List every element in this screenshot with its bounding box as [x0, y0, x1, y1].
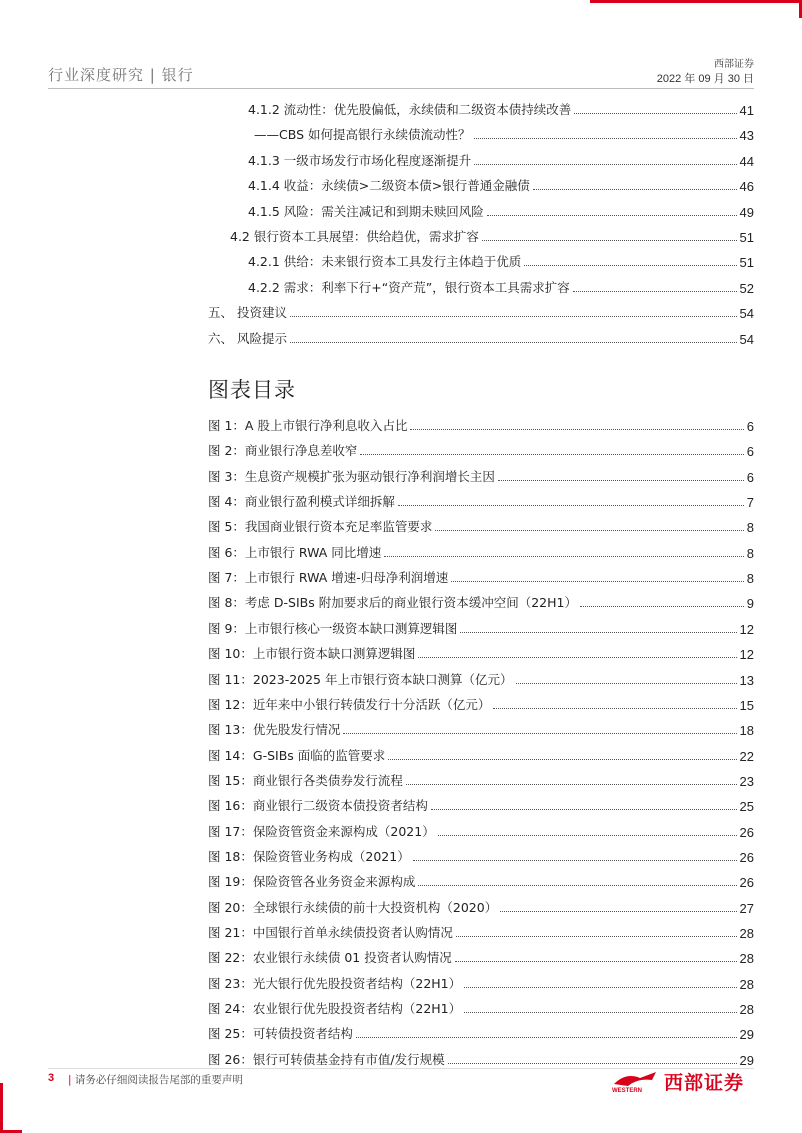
figure-entry-title: 图 13：优先股发行情况 [208, 722, 341, 738]
dot-leader [435, 530, 743, 531]
figure-entry[interactable] [208, 414, 754, 434]
figure-entry-page: 27 [739, 900, 754, 916]
figure-entry-page: 18 [739, 723, 754, 739]
figure-entry-title: 图 22：农业银行永续债 01 投资者认购情况 [208, 950, 452, 966]
figure-entry-title: 图 19：保险资管各业务资金来源构成 [208, 874, 416, 890]
figure-entry-page: 8 [746, 545, 754, 561]
figure-entry-title: 图 11：2023-2025 年上市银行资本缺口测算（亿元） [208, 671, 513, 687]
toc-entry-title: 4.1.3 一级市场发行市场化程度逐渐提升 [248, 152, 472, 168]
dot-leader [384, 556, 743, 557]
toc-entry[interactable] [208, 276, 754, 296]
figure-entry[interactable] [208, 769, 754, 789]
figure-entry-page: 8 [746, 520, 754, 536]
figure-entry[interactable] [208, 566, 754, 586]
logo-small-text: WESTERN [612, 1088, 642, 1094]
dot-leader [356, 1037, 737, 1038]
dot-leader [418, 657, 736, 658]
figure-entry[interactable] [208, 465, 754, 485]
dot-leader [493, 708, 736, 709]
figure-entry[interactable] [208, 972, 754, 992]
logo-mark-icon [612, 1070, 658, 1094]
report-category: 行业深度研究 | 银行 [48, 66, 194, 84]
dot-leader [580, 606, 744, 607]
figure-entry[interactable] [208, 490, 754, 510]
figure-entry[interactable] [208, 896, 754, 916]
toc-entry[interactable] [208, 123, 754, 143]
figure-entry[interactable] [208, 946, 754, 966]
figure-entry-title: 图 16：商业银行二级资本债投资者结构 [208, 798, 428, 814]
dot-leader [455, 961, 737, 962]
figure-entry-page: 12 [739, 647, 754, 663]
figure-entry-page: 6 [746, 469, 754, 485]
figure-entry[interactable] [208, 845, 754, 865]
dot-leader [360, 454, 743, 455]
figures-list [208, 414, 754, 1074]
figure-entry-page: 15 [739, 697, 754, 713]
toc-entry-page: 51 [739, 255, 754, 271]
figure-entry-title: 图 1：A 股上市银行净利息收入占比 [208, 418, 408, 433]
figure-entry[interactable] [208, 820, 754, 840]
dot-leader [438, 835, 737, 836]
figure-entry-title: 图 15：商业银行各类债券发行流程 [208, 772, 403, 788]
dot-leader [388, 759, 736, 760]
figure-entry[interactable] [208, 1022, 754, 1042]
dot-leader [451, 581, 743, 582]
toc-entry-page: 54 [739, 306, 754, 322]
toc-entry-title: 4.2 银行资本工具展望：供给趋优，需求扩容 [230, 229, 479, 244]
dot-leader [431, 809, 737, 810]
toc-entry-title: 五、 投资建议 [208, 305, 287, 321]
header-divider [48, 88, 754, 89]
figure-entry-page: 28 [739, 951, 754, 967]
toc-entry[interactable] [208, 301, 754, 321]
toc-entry-title: ——CBS 如何提高银行永续债流动性？ [254, 127, 471, 143]
figure-entry-page: 28 [739, 1002, 754, 1018]
figure-entry-title: 图 26：银行可转债基金持有市值/发行规模 [208, 1051, 445, 1067]
figure-entry[interactable] [208, 1048, 754, 1068]
page-number: 3 [48, 1072, 55, 1084]
figure-entry-page: 26 [739, 824, 754, 840]
figure-entry-page: 7 [746, 495, 754, 511]
figure-entry-title: 图 3：生息资产规模扩张为驱动银行净利润增长主因 [208, 468, 495, 484]
western-securities-logo [612, 1068, 758, 1094]
dot-leader [456, 936, 737, 937]
figure-entry-page: 25 [739, 799, 754, 815]
figure-entry-page: 12 [739, 621, 754, 637]
figure-entry-title: 图 18：保险资管业务构成（2021） [208, 848, 410, 864]
figure-entry-title: 图 4：商业银行盈利模式详细拆解 [208, 494, 395, 510]
figure-entry-page: 6 [746, 444, 754, 460]
figure-entry-title: 图 10：上市银行资本缺口测算逻辑图 [208, 646, 416, 662]
dot-leader [498, 480, 744, 481]
separator-bar: | [68, 1074, 75, 1086]
toc-entry-page: 43 [739, 128, 754, 144]
figure-entry-title: 图 20：全球银行永续债的前十大投资机构（2020） [208, 899, 498, 915]
disclaimer-text: 请务必仔细阅读报告尾部的重要声明 [74, 1074, 243, 1086]
toc-entry-title: 4.2.1 供给：未来银行资本工具发行主体趋于优质 [248, 254, 522, 270]
toc-entry[interactable] [208, 250, 754, 270]
toc-entry-title: 4.1.5 风险：需关注减记和到期未赎回风险 [248, 203, 484, 219]
figure-entry-title: 图 6：上市银行 RWA 同比增速 [208, 544, 382, 560]
figure-entry-page: 29 [739, 1027, 754, 1043]
figures-list-title: 图表目录 [208, 378, 296, 402]
toc-entry-title: 六、 风险提示 [208, 330, 287, 346]
figure-entry-title: 图 17：保险资管资金来源构成（2021） [208, 823, 435, 839]
figure-entry[interactable] [208, 921, 754, 941]
dot-leader [448, 1063, 737, 1064]
toc-entry-title: 4.2.2 需求：利率下行+“资产荒”，银行资本工具需求扩容 [248, 279, 570, 295]
corner-frame-top-right [590, 0, 802, 18]
figure-entry[interactable] [208, 794, 754, 814]
figure-entry[interactable] [208, 515, 754, 535]
toc-entry-title: 4.1.4 收益：永续债>二级资本债>银行普通金融债 [248, 178, 530, 194]
figure-entry-page: 26 [739, 875, 754, 891]
figure-entry-page: 13 [739, 672, 754, 688]
figure-entry[interactable] [208, 718, 754, 738]
dot-leader [413, 860, 737, 861]
figure-entry[interactable] [208, 997, 754, 1017]
toc-entry-page: 44 [739, 153, 754, 169]
figure-entry-page: 28 [739, 926, 754, 941]
dot-leader [410, 429, 743, 430]
dot-leader [516, 683, 737, 684]
company-name: 西部证券 [714, 59, 754, 70]
toc-entry[interactable] [208, 98, 754, 118]
toc-entry[interactable] [208, 174, 754, 194]
figure-entry-page: 8 [746, 571, 754, 587]
figure-entry-title: 图 5：我国商业银行资本充足率监管要求 [208, 519, 433, 535]
figure-entry-title: 图 12：近年来中小银行转债发行十分活跃（亿元） [208, 696, 491, 712]
toc-entry[interactable] [208, 225, 754, 245]
figure-entry[interactable] [208, 744, 754, 764]
figure-entry-title: 图 23：光大银行优先股投资者结构（22H1） [208, 975, 462, 991]
toc-entry[interactable] [208, 200, 754, 220]
figure-entry[interactable] [208, 439, 754, 459]
figure-entry-page: 23 [739, 773, 754, 789]
figure-entry-title: 图 2：商业银行净息差收窄 [208, 443, 358, 459]
figure-entry[interactable] [208, 591, 754, 611]
dot-leader [533, 189, 737, 190]
corner-frame-bottom-left [0, 1083, 22, 1133]
toc-entry[interactable] [208, 149, 754, 169]
dot-leader [500, 911, 736, 912]
figure-entry[interactable] [208, 642, 754, 662]
toc-entry-page: 49 [739, 204, 754, 220]
dot-leader [406, 784, 737, 785]
dot-leader [460, 632, 736, 633]
figure-entry[interactable] [208, 693, 754, 713]
figure-entry-page: 22 [739, 748, 754, 764]
figure-entry-page: 9 [746, 596, 754, 612]
dot-leader [290, 342, 737, 343]
figure-entry-title: 图 25：可转债投资者结构 [208, 1026, 353, 1042]
toc-entry-page: 54 [739, 331, 754, 347]
toc-entry-page: 51 [739, 230, 754, 245]
figure-entry-title: 图 7：上市银行 RWA 增速-归母净利润增速 [208, 570, 449, 586]
figure-entry-title: 图 8：考虑 D-SIBs 附加要求后的商业银行资本缓冲空间（22H1） [208, 595, 577, 611]
figure-entry-title: 图 21：中国银行首单永续债投资者认购情况 [208, 925, 453, 940]
dot-leader [398, 505, 744, 506]
logo-text: 西部证券 [664, 1072, 745, 1094]
dot-leader [343, 733, 736, 734]
figure-entry-page: 26 [739, 849, 754, 865]
dot-leader [474, 138, 737, 139]
dot-leader [464, 987, 736, 988]
figure-entry-page: 28 [739, 976, 754, 992]
toc-entry-title: 4.1.2 流动性：优先股偏低，永续债和二级资本债持续改善 [248, 102, 572, 117]
disclaimer-note [68, 1072, 243, 1087]
figure-entry-title: 图 14：G-SIBs 面临的监管要求 [208, 747, 386, 763]
report-date: 2022 年 09 月 30 日 [656, 73, 754, 85]
dot-leader [574, 113, 736, 114]
figure-entry[interactable] [208, 668, 754, 688]
dot-leader [464, 1012, 736, 1013]
figure-entry-title: 图 9：上市银行核心一级资本缺口测算逻辑图 [208, 620, 458, 636]
toc-entry[interactable] [208, 327, 754, 347]
dot-leader [474, 164, 736, 165]
toc-entry-page: 41 [739, 103, 754, 118]
toc-entry-page: 52 [739, 280, 754, 296]
figure-entry[interactable] [208, 617, 754, 637]
table-of-contents [208, 98, 754, 348]
figure-entry-page: 6 [746, 419, 754, 434]
dot-leader [418, 885, 736, 886]
dot-leader [524, 265, 736, 266]
figure-entry[interactable] [208, 870, 754, 890]
dot-leader [482, 240, 737, 241]
toc-entry-page: 46 [739, 179, 754, 195]
figure-entry-page: 29 [739, 1052, 754, 1068]
dot-leader [573, 291, 737, 292]
dot-leader [290, 316, 737, 317]
dot-leader [487, 215, 737, 216]
figure-entry[interactable] [208, 541, 754, 561]
figure-entry-title: 图 24：农业银行优先股投资者结构（22H1） [208, 1001, 462, 1017]
